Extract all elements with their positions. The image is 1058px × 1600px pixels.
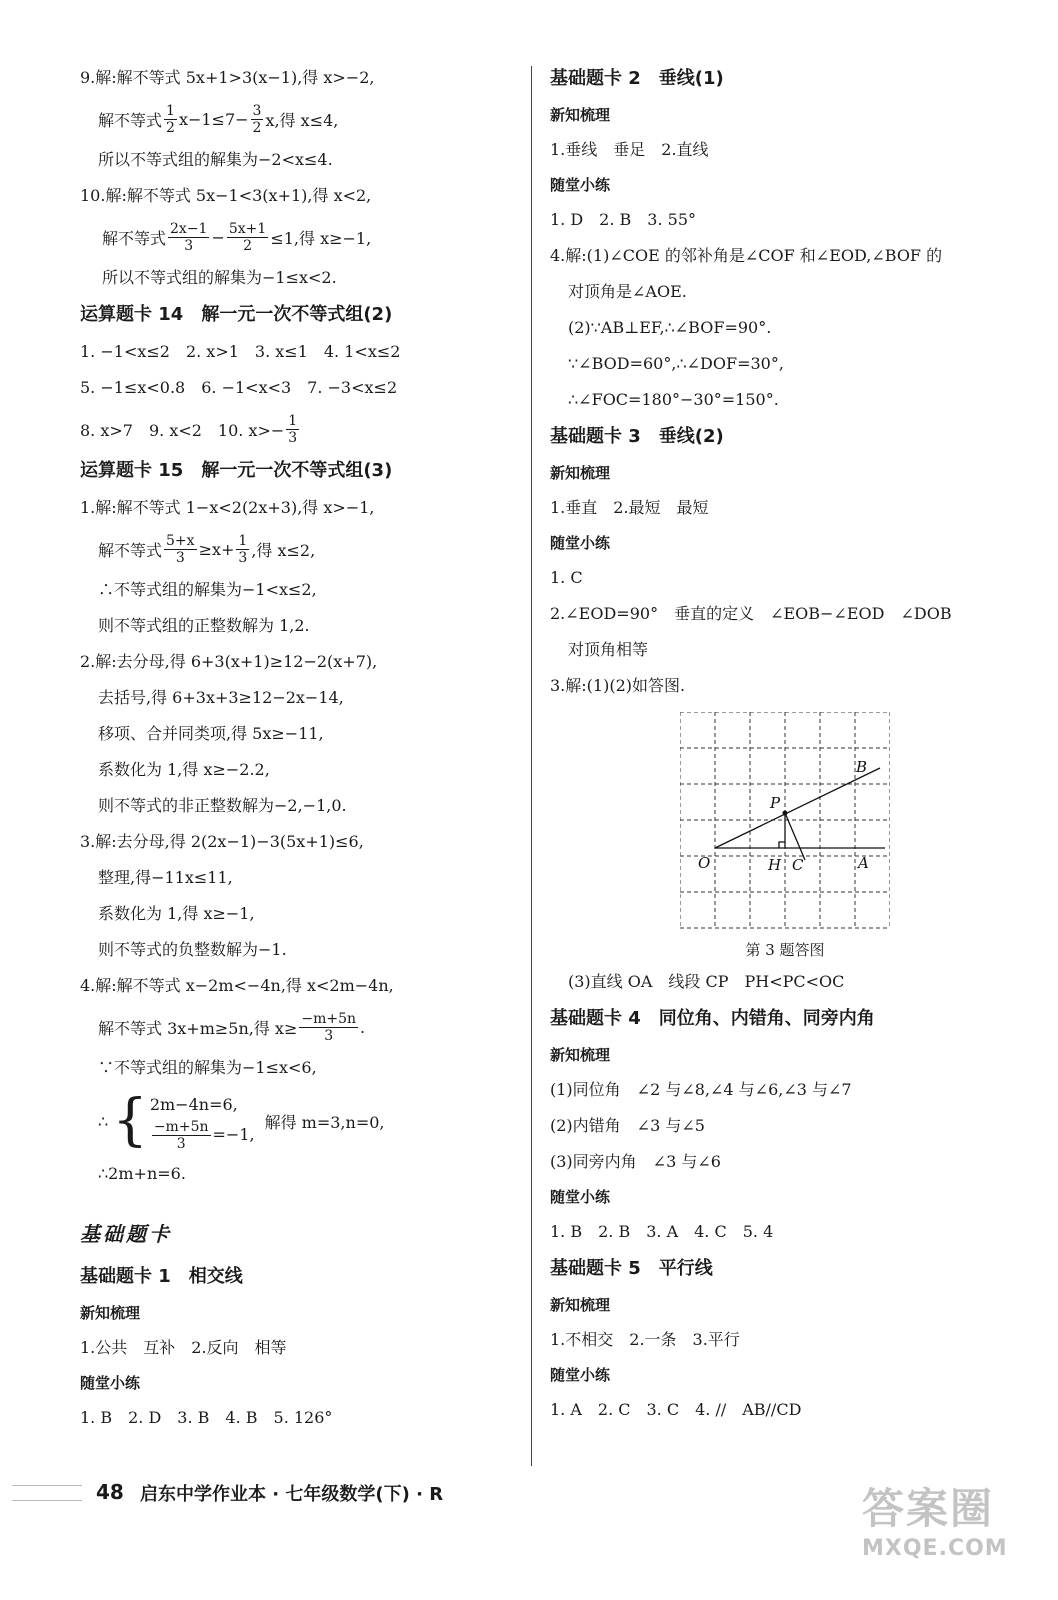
label-O: O <box>698 854 711 872</box>
q9-line-2-post: x,得 x≤4, <box>265 110 339 130</box>
fraction <box>164 103 177 136</box>
basic3-title: 基础题卡 3 垂线(2) <box>550 426 724 447</box>
card15-q1-line-2-post: ,得 x≤2, <box>251 540 316 560</box>
fraction-numerator: 1 <box>238 532 248 549</box>
fraction-denominator: 3 <box>288 429 298 446</box>
basic5-line-1: 1.不相交 2.一条 3.平行 <box>550 1330 740 1349</box>
basic2-line-1: 1.垂线 垂足 2.直线 <box>550 140 709 159</box>
card14-line-1: 1. −1<x≤2 2. x>1 3. x≤1 4. 1<x≤2 <box>80 342 401 361</box>
fraction-numerator: −m+5n <box>301 1010 357 1027</box>
basic2-line-5: (2)∵AB⊥EF,∴∠BOF=90°. <box>568 318 772 337</box>
basic5-title: 基础题卡 5 平行线 <box>550 1258 713 1279</box>
label-B: B <box>856 758 868 776</box>
fraction <box>286 413 299 446</box>
fraction <box>164 533 197 566</box>
basic3-subheading-2: 随堂小练 <box>550 534 611 552</box>
corner-decoration <box>12 1485 82 1501</box>
equation-row-1: 2m−4n=6, <box>149 1094 238 1114</box>
basic4-subheading-1: 新知梳理 <box>550 1046 611 1064</box>
basic4-title: 基础题卡 4 同位角、内错角、同旁内角 <box>550 1008 875 1029</box>
card15-q1-line-4: 则不等式组的正整数解为 1,2. <box>98 616 310 635</box>
fraction <box>236 533 249 566</box>
fraction <box>299 1011 358 1044</box>
label-A: A <box>858 854 869 872</box>
card15-q2-line-3: 移项、合并同类项,得 5x≥−11, <box>98 724 324 743</box>
q10-line-2-mid: − <box>211 227 225 247</box>
label-H: H <box>768 856 782 874</box>
card15-title: 运算题卡 15 解一元一次不等式组(3) <box>80 460 393 481</box>
card14-line-2: 5. −1≤x<0.8 6. −1<x<3 7. −3<x≤2 <box>80 378 398 397</box>
basic3-line-6: (3)直线 OA 线段 CP PH<PC<OC <box>568 972 845 991</box>
basic4-line-2: (2)内错角 ∠3 与∠5 <box>550 1116 705 1135</box>
card15-q2-line-2: 去括号,得 6+3x+3≥12−2x−14, <box>98 688 344 707</box>
fraction-denominator: 3 <box>176 1135 186 1152</box>
left-column <box>80 60 520 1436</box>
basic1-subheading-1: 新知梳理 <box>80 1304 141 1322</box>
basic4-line-4: 1. B 2. B 3. A 4. C 5. 4 <box>550 1222 774 1241</box>
basic3-line-2: 1. C <box>550 568 583 587</box>
fraction-denominator: 2 <box>166 119 175 136</box>
card15-q1-line-3: ∴不等式组的解集为−1<x≤2, <box>98 580 317 599</box>
basic2-line-3: 4.解:(1)∠COE 的邻补角是∠COF 和∠EOD,∠BOF 的 <box>550 246 943 265</box>
fraction-numerator: 1 <box>166 102 175 119</box>
card15-q4-line-2-pre: 解不等式 3x+m≥5n,得 x≥ <box>98 1018 298 1038</box>
section-title: 基础题卡 <box>80 1222 172 1246</box>
card15-q1-line-1: 1.解:解不等式 1−x<2(2x+3),得 x>−1, <box>80 498 375 517</box>
fraction-numerator: −m+5n <box>153 1118 209 1135</box>
card15-q2-line-4: 系数化为 1,得 x≥−2.2, <box>98 760 270 779</box>
fraction-numerator: 5+x <box>166 532 195 549</box>
page-number: 48 <box>96 1480 124 1504</box>
fraction <box>152 1119 211 1152</box>
basic3-line-4: 对顶角相等 <box>568 640 649 659</box>
card14-line-3 <box>80 406 520 452</box>
card15-q1-line-2-pre: 解不等式 <box>98 540 163 560</box>
brace-icon: { <box>112 1088 148 1153</box>
therefore-symbol: ∴ <box>98 1111 109 1131</box>
card15-q4-line-2 <box>80 1004 520 1050</box>
q9-line-2 <box>80 96 520 142</box>
basic2-line-6: ∵∠BOD=60°,∴∠DOF=30°, <box>568 354 784 373</box>
basic3-line-5: 3.解:(1)(2)如答图. <box>550 676 686 695</box>
right-column <box>550 60 1010 1428</box>
grid-diagram-svg <box>680 712 890 932</box>
q9-line-1: 9.解:解不等式 5x+1>3(x−1),得 x>−2, <box>80 68 375 87</box>
basic1-subheading-2: 随堂小练 <box>80 1374 141 1392</box>
card15-q3-line-4: 则不等式的负整数解为−1. <box>98 940 287 959</box>
card15-q2-line-1: 2.解:去分母,得 6+3(x+1)≥12−2(x+7), <box>80 652 378 671</box>
figure-caption: 第 3 题答图 <box>745 941 825 959</box>
card15-q3-line-1: 3.解:去分母,得 2(2x−1)−3(5x+1)≤6, <box>80 832 364 851</box>
card15-q3-line-2: 整理,得−11x≤11, <box>98 868 233 887</box>
basic2-line-2: 1. D 2. B 3. 55° <box>550 210 697 229</box>
line-OB <box>715 768 880 848</box>
fraction-numerator: 1 <box>288 412 298 429</box>
basic2-subheading-2: 随堂小练 <box>550 176 611 194</box>
fraction-denominator: 3 <box>238 549 248 566</box>
column-divider <box>531 66 532 1466</box>
basic2-subheading-1: 新知梳理 <box>550 106 611 124</box>
card15-q1-line-2 <box>80 526 520 572</box>
point-P <box>783 811 788 816</box>
card15-q4-line-2-post: . <box>360 1017 366 1037</box>
equation-solution: 解得 m=3,n=0, <box>264 1112 385 1132</box>
label-P: P <box>770 794 781 812</box>
q10-line-2-post: ≤1,得 x≥−1, <box>270 228 372 248</box>
q9-line-2-pre: 解不等式 <box>98 110 163 130</box>
card15-q2-line-5: 则不等式的非正整数解为−2,−1,0. <box>98 796 347 815</box>
watermark-logo <box>862 1476 1042 1572</box>
card15-q3-line-3: 系数化为 1,得 x≥−1, <box>98 904 255 923</box>
fraction-numerator: 5x+1 <box>228 220 267 237</box>
basic3-line-3: 2.∠EOD=90° 垂直的定义 ∠EOB−∠EOD ∠DOB <box>550 604 952 623</box>
basic1-line-2: 1. B 2. D 3. B 4. B 5. 126° <box>80 1408 333 1427</box>
fraction-denominator: 3 <box>324 1027 334 1044</box>
right-angle-mark <box>779 842 785 848</box>
fraction-numerator: 3 <box>252 102 262 119</box>
q10-line-2 <box>80 214 520 260</box>
equation-system <box>80 1086 520 1156</box>
q10-line-2-pre: 解不等式 <box>102 228 167 248</box>
fraction-denominator: 2 <box>252 119 262 136</box>
card15-q1-line-2-mid: ≥x+ <box>198 539 235 559</box>
basic2-title: 基础题卡 2 垂线(1) <box>550 68 724 89</box>
basic5-subheading-2: 随堂小练 <box>550 1366 611 1384</box>
label-C: C <box>792 856 804 874</box>
basic3-subheading-1: 新知梳理 <box>550 464 611 482</box>
q10-line-3: 所以不等式组的解集为−1≤x<2. <box>102 268 337 287</box>
fraction-denominator: 2 <box>243 237 253 254</box>
basic4-subheading-2: 随堂小练 <box>550 1188 611 1206</box>
basic1-line-1: 1.公共 互补 2.反向 相等 <box>80 1338 287 1357</box>
q9-line-3: 所以不等式组的解集为−2<x≤4. <box>98 150 333 169</box>
book-title: 启东中学作业本 · 七年级数学(下) · R <box>140 1484 444 1505</box>
fraction-numerator: 2x−1 <box>170 220 208 237</box>
card14-line-3-pre: 8. x>7 9. x<2 10. x>− <box>80 420 285 440</box>
card14-title: 运算题卡 14 解一元一次不等式组(2) <box>80 304 393 325</box>
card15-q4-line-1: 4.解:解不等式 x−2m<−4n,得 x<2m−4n, <box>80 976 394 995</box>
fraction <box>227 221 268 254</box>
basic5-subheading-1: 新知梳理 <box>550 1296 611 1314</box>
card15-q4-line-5: ∴2m+n=6. <box>98 1164 186 1183</box>
basic4-line-3: (3)同旁内角 ∠3 与∠6 <box>550 1152 721 1171</box>
basic3-line-1: 1.垂直 2.最短 最短 <box>550 498 709 517</box>
basic2-line-4: 对顶角是∠AOE. <box>568 282 687 301</box>
basic2-line-7: ∴∠FOC=180°−30°=150°. <box>568 390 779 409</box>
watermark-text: 答案圈 <box>862 1484 995 1533</box>
fraction-denominator: 3 <box>175 549 185 566</box>
basic4-line-1: (1)同位角 ∠2 与∠8,∠4 与∠6,∠3 与∠7 <box>550 1080 852 1099</box>
basic5-line-2: 1. A 2. C 3. C 4. // AB//CD <box>550 1400 802 1419</box>
perpendicular-diagram <box>680 712 890 964</box>
watermark-url: MXQE.COM <box>862 1536 1008 1561</box>
fraction <box>251 103 264 136</box>
fraction-denominator: 3 <box>184 237 194 254</box>
equation-system-rows <box>150 1091 255 1152</box>
q9-line-2-mid: x−1≤7− <box>178 109 249 129</box>
equation-row-2-post: =−1, <box>212 1125 255 1144</box>
equation-row-2 <box>150 1119 255 1152</box>
card15-q4-line-3: ∵不等式组的解集为−1≤x<6, <box>98 1058 317 1077</box>
q10-line-1: 10.解:解不等式 5x−1<3(x+1),得 x<2, <box>80 186 372 205</box>
fraction <box>168 221 209 254</box>
basic1-title: 基础题卡 1 相交线 <box>80 1266 243 1287</box>
